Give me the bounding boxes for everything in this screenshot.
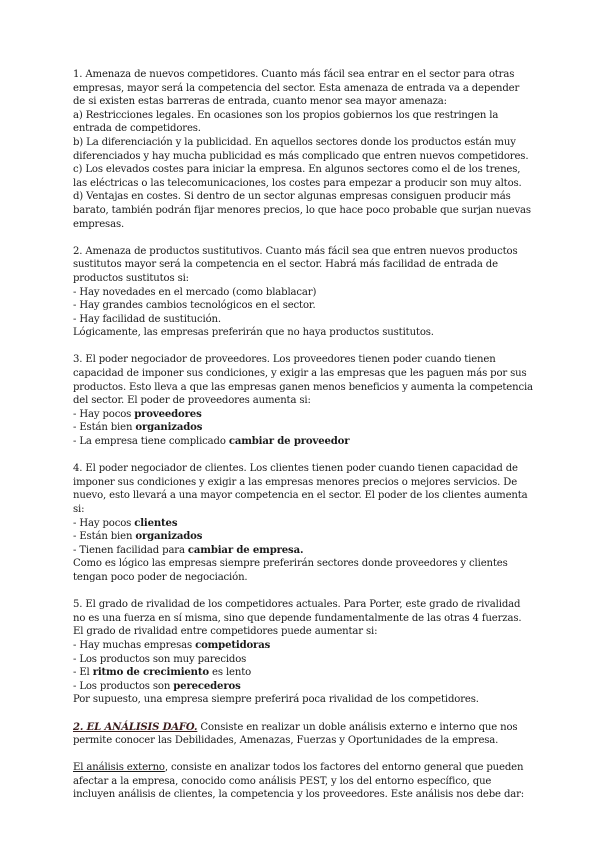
dafo-text: Consiste en realizar un doble análisis externo e interno que nos permite conocer las Debilidades, Amenazas, Fuerzas y Oportunidades de la empresa. [73,721,518,747]
section-4-intro: 4. El poder negociador de clientes. Los clientes tienen poder cuando tienen capacidad de imponer sus condiciones y exigir a las empresas menores precios o mejores servicios. De nuevo, esto llevará a una mayor competencia en el sector. El poder de los clientes aumenta si: [73,463,528,515]
underlined-term: El análisis externo [73,762,165,774]
section-2-intro: 2. Amenaza de productos sustitutivos. Cuanto más fácil sea que entren nuevos productos sustitutos mayor será la competencia en el sector. Habrá más facilidad de entrada de productos sustitutos si: [73,245,518,284]
list-item: - Hay grandes cambios tecnológicos en el sector. [73,300,316,312]
dafo-paragraph [73,721,533,748]
section-5-conclusion: Por supuesto, una empresa siempre preferirá poca rivalidad de los competidores. [73,694,479,706]
bold-term: cambiar de proveedor [228,436,350,448]
list-item [73,421,533,435]
list-item-text: - Tienen facilidad para [73,544,188,556]
barrier-a: a) Restricciones legales. En ocasiones son los propios gobiernos los que restringen la entrada de competidores. [73,109,499,135]
bold-term: clientes [134,517,178,529]
bold-term: organizados [135,422,203,434]
list-item-text: - Hay muchas empresas [73,639,196,651]
bold-term: cambiar de empresa. [187,544,304,556]
list-item-text: - La empresa tiene complicado [73,436,229,448]
external-analysis-paragraph [73,761,533,802]
bold-term: organizados [135,531,203,543]
document-page [73,68,533,802]
list-item: - Hay facilidad de sustitución. [73,313,221,325]
bold-term: proveedores [134,408,202,420]
list-item [73,435,533,449]
list-item-text: - Están bien [73,531,136,543]
section-heading: 2. EL ANÁLISIS DAFO. [73,721,198,733]
list-item [73,680,533,694]
barrier-b: b) La diferenciación y la publicidad. En aquellos sectores donde los productos están muy diferenciados y hay mucha publicidad es más complicado que entren nuevos competidores. [73,136,529,162]
list-item [73,639,533,653]
list-item [73,666,533,680]
bold-term: perecederos [173,680,241,692]
list-item: - Hay novedades en el mercado (como blablacar) [73,286,317,298]
list-item-text: - Hay pocos [73,517,135,529]
external-analysis-text: , consiste en analizar todos los factores del entorno general que pueden afectar a la empresa, conocido como análisis PEST, y los del entorno específico, que incluyen análisis de clientes, la competencia y los proveedores. Este análisis nos debe dar: [73,762,525,801]
list-item-text: - El [73,667,93,679]
list-item [73,517,533,531]
list-item: - Los productos son muy parecidos [73,653,247,665]
barrier-d: d) Ventajas en costes. Si dentro de un sector algunas empresas consiguen producir más barato, también podrán fijar menores precios, lo que hace poco probable que surjan nuevas empresas. [73,191,531,230]
list-item [73,408,533,422]
list-item-text: - Los productos son [73,680,174,692]
bold-term: ritmo de crecimiento [92,667,209,679]
section-2-conclusion: Lógicamente, las empresas preferirán que no haya productos sustitutos. [73,327,434,339]
section-3-intro: 3. El poder negociador de proveedores. Los proveedores tienen poder cuando tienen capacidad de imponer sus condiciones, y exigir a las empresas que les paguen más por sus productos. Esto lleva a que las empresas ganen menos beneficios y aumenta la competencia del sector. El poder de proveedores aumenta si: [73,354,533,407]
section-1-intro: 1. Amenaza de nuevos competidores. Cuanto más fácil sea entrar en el sector para otras empresas, mayor será la competencia del sector. Esta amenaza de entrada va a depender de si existen estas barreras de entrada, cuanto menor sea mayor amenaza: [73,69,520,108]
bold-term: competidoras [195,639,271,651]
list-item-text: es lento [208,667,252,679]
list-item [73,544,533,558]
list-item [73,530,533,544]
section-5-intro: 5. El grado de rivalidad de los competidores actuales. Para Porter, este grado de rivalidad no es una fuerza en sí misma, sino que depende fundamentalmente de las otras 4 fuerzas. El grado de rivalidad entre competidores puede aumentar si: [73,599,522,638]
barrier-c: c) Los elevados costes para iniciar la empresa. En algunos sectores como el de los trenes, las eléctricas o las telecomunicaciones, los costes para empezar a producir son muy altos. [73,164,522,189]
section-4-conclusion: Como es lógico las empresas siempre preferirán sectores donde proveedores y clientes tengan poco poder de negociación. [73,558,508,583]
list-item-text: - Hay pocos [73,408,135,420]
list-item-text: - Están bien [73,422,136,434]
